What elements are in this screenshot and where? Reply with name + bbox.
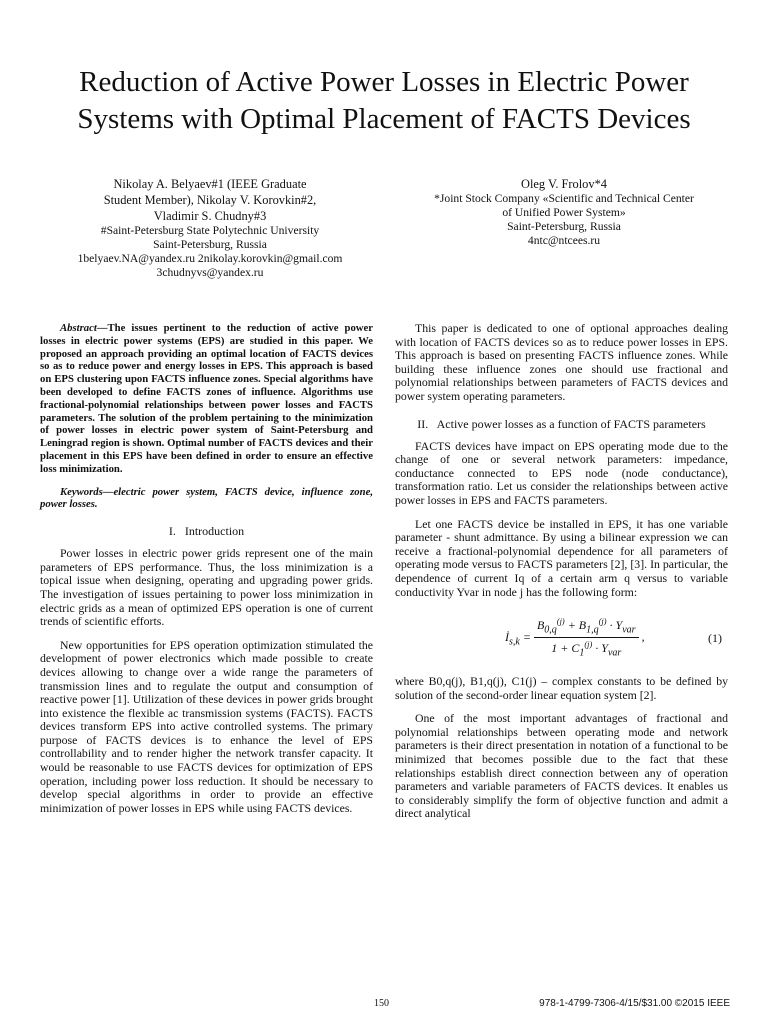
author-name: Oleg V. Frolov*4 (521, 177, 607, 191)
left-column (40, 322, 373, 815)
author-email: 4ntc@ntcees.ru (527, 234, 601, 247)
section-number: I. (168, 524, 176, 539)
paragraph: where B0,q(j), B1,q(j), C1(j) – complex constants to be defined by solution of the second-order linear equation system [2]. (395, 674, 728, 702)
abstract-label: Abstract— (60, 322, 108, 334)
affiliation: Saint-Petersburg, Russia (507, 220, 621, 233)
author-block-right (402, 176, 726, 248)
abstract-text: The issues pertinent to the reduction of active power losses in electric power systems (EPS) are studied in this paper. We proposed an approach providing an optimal location of FACTS devices so as to reduce power and energy losses in EPS. This approach is based on EPS clustering upon FACTS influence zones. Special algorithms have been developed to define FACTS zones of influence. Algorithms use fractional-polynomial relationships between power losses and FACTS parameters. The solution of the problem pertaining to the minimization of power losses in electric power system of Saint-Petersburg and Leningrad region is shown. Optimal number of FACTS devices and their placement in this EPS have been defined in order to ensure an effective loss minimization. (40, 322, 373, 475)
affiliation: Saint-Petersburg, Russia (153, 238, 267, 251)
equation-fraction: $\frac{B_{0,q}^{(j)} + B_{1,q}^{(j)} \cdot Y_{var}}{1 + C_1^{(j)} \cdot Y_{var}}$ (534, 617, 639, 659)
equation-number: (1) (708, 631, 722, 646)
paragraph: Power losses in electric power grids represent one of the main parameters of EPS performance. Thus, the loss minimization is a topical issue when designing, operating and upgrading power grids. The investigation of issues pertaining to power loss minimization in electric grids as a mean of optimized EPS operation is one of current trends of scientific efforts. (40, 546, 373, 629)
keywords: Keywords—electric power system, FACTS device, influence zone, power losses. (40, 485, 373, 511)
author-block-left (48, 176, 372, 280)
section-heading (395, 417, 728, 432)
paragraph: Let one FACTS device be installed in EPS, it has one variable parameter - shunt admittance. By using a bilinear expression we can receive a fractional-polynomial dependence for all parameters of operating mode versus to FACTS parameters [2], [3]. In particular, the dependence of current Iq of a certain arm q versus to variable conductivity Yvar in node j has the following form: (395, 516, 728, 599)
affiliation: #Saint-Petersburg State Polytechnic University (100, 224, 320, 237)
author-line: Vladimir S. Chudny#3 (153, 209, 267, 223)
paper-title: Reduction of Active Power Losses in Electric Power Systems with Optimal Placement of FACTS Devices (77, 66, 691, 135)
section-title: Introduction (184, 524, 245, 539)
paragraph: New opportunities for EPS operation optimization stimulated the development of power electronics which made possible to create devices allowing to change over a wide range the parameters of transmission lines and to regulate the output and consumption of reactive power [1]. Utilization of these devices in power grids brought into existence the flexible ac transmission systems (FACTS). FACTS devices transform EPS into active controlled systems. The primary purpose of FACTS devices is to enhance the level of EPS controllability and to render higher the network transfer capacity. It would be reasonable to use FACTS devices for optimization of EPS operation, including power loss reduction. It should be necessary to develop special algorithms in order to provide an effective minimization of power losses in EPS while using FACTS devices. (40, 637, 373, 815)
abstract (40, 322, 373, 476)
right-column (395, 322, 728, 821)
paragraph: One of the most important advantages of fractional and polynomial relationships between operating mode and network parameters is their direct presentation in notation of a functional to be minimized that becomes possible due to the fact that these relationships establish direct connection between any of operation parameters and variable parameters of FACTS devices. It enables us to considerably simplify the form of objective function and admit a direct analytical (395, 711, 728, 821)
copyright-line: 978-1-4799-7306-4/15/$31.00 ©2015 IEEE (539, 998, 730, 1009)
section-heading (40, 524, 373, 539)
section-number: II. (417, 416, 429, 431)
author-email: 3chudnyvs@yandex.ru (156, 266, 264, 279)
section-title: Active power losses as a function of FACTS parameters (436, 416, 706, 431)
equation-body: $İ_{s,k}$ = $\frac{B_{0,q}^{(j)} + B_{1,q}^{(j)} \cdot Y_{var}}{1 + C_1^{(j)} \cdot Y_{var}}$ , (505, 617, 645, 659)
page-number: 150 (374, 998, 389, 1009)
paragraph: This paper is dedicated to one of optional approaches dealing with location of FACTS devices so as to reduce power losses in EPS. This approach is based on presenting FACTS influence zones. While building these influence zones one should use fractional and polynomial relationships between parameters of FACTS devices and power system operating parameters. (395, 321, 728, 403)
paragraph: FACTS devices have impact on EPS operating mode due to the change of one or several network parameters: impedance, conductance connected to EPS node (node conductance), transformation ratio. Let us consider the relationships between active power losses in EPS and FACTS parameters. (395, 438, 728, 507)
affiliation: *Joint Stock Company «Scientific and Technical Center (434, 192, 694, 205)
author-email: 1belyaev.NA@yandex.ru 2nikolay.korovkin@gmail.com (77, 252, 343, 265)
author-line: Student Member), Nikolay V. Korovkin#2, (103, 193, 317, 207)
author-line: Nikolay A. Belyaev#1 (IEEE Graduate (113, 177, 307, 191)
equation-1 (395, 617, 728, 663)
affiliation: of Unified Power System» (502, 206, 626, 219)
